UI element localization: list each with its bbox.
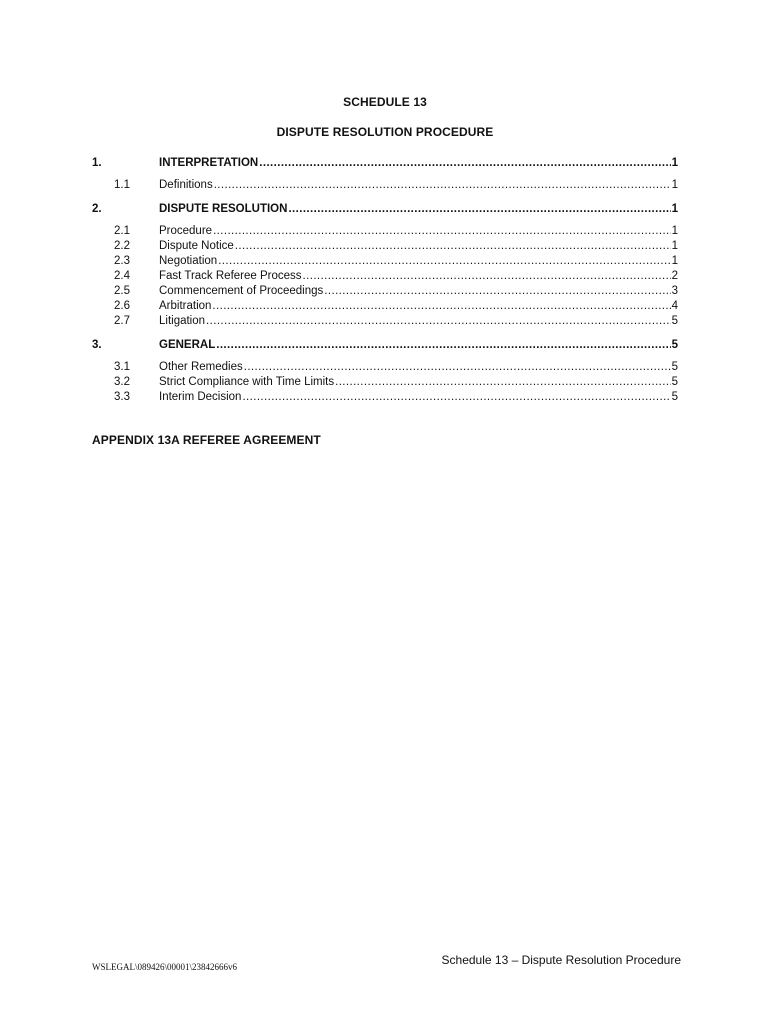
toc-subsection-number: 2.2: [114, 240, 130, 252]
toc-page-number: 5: [671, 361, 678, 373]
appendix-heading: APPENDIX 13A REFEREE AGREEMENT: [92, 433, 321, 447]
toc-page-number: 5: [671, 315, 678, 327]
toc-leader: [324, 284, 670, 299]
toc-page-number: 4: [671, 300, 678, 312]
toc-page-number: 1: [671, 157, 678, 169]
document-id: WSLEGAL\089426\00001\23842666v6: [92, 962, 237, 972]
toc-subsection-title: Commencement of Proceedings: [159, 285, 324, 297]
toc-leader: [235, 239, 671, 254]
toc-subsection-number: 2.6: [114, 300, 130, 312]
toc-subsection-title: Arbitration: [159, 300, 212, 312]
toc-section[interactable]: [92, 337, 678, 353]
schedule-title: SCHEDULE 13: [343, 95, 427, 109]
toc-subsection[interactable]: [92, 360, 678, 375]
toc-page-number: 5: [671, 376, 678, 388]
toc-subsection-number: 2.4: [114, 270, 130, 282]
toc-leader: [218, 254, 670, 269]
toc-section-number: 3.: [92, 339, 102, 351]
toc-subsection-title: Procedure: [159, 225, 213, 237]
toc-subsection-title: Definitions: [159, 179, 213, 191]
toc-subsection-number: 2.7: [114, 315, 130, 327]
toc-leader: [259, 155, 670, 171]
toc-subsection-title: Negotiation: [159, 255, 218, 267]
toc-section-title: GENERAL: [159, 339, 216, 351]
toc-leader: [216, 337, 670, 353]
toc-leader: [212, 299, 670, 314]
toc-subsection[interactable]: [92, 239, 678, 254]
toc-subsection-title: Interim Decision: [159, 391, 242, 403]
toc-page-number: 1: [671, 255, 678, 267]
table-of-contents: [92, 155, 678, 405]
toc-page-number: 2: [671, 270, 678, 282]
toc-section-title: INTERPRETATION: [159, 157, 259, 169]
toc-page-number: 1: [671, 225, 678, 237]
toc-leader: [213, 224, 671, 239]
toc-leader: [244, 360, 671, 375]
footer-title: Schedule 13 – Dispute Resolution Procedure: [441, 953, 681, 967]
toc-page-number: 1: [671, 240, 678, 252]
toc-subsection-title: Litigation: [159, 315, 206, 327]
toc-leader: [242, 390, 670, 405]
toc-section[interactable]: [92, 201, 678, 217]
toc-subsection[interactable]: [92, 299, 678, 314]
toc-page-number: 5: [671, 391, 678, 403]
toc-leader: [288, 201, 670, 217]
toc-page-number: 1: [671, 203, 678, 215]
toc-page-number: 5: [671, 339, 678, 351]
toc-leader: [303, 269, 671, 284]
toc-subsection[interactable]: [92, 375, 678, 390]
toc-subsection-title: Dispute Notice: [159, 240, 234, 252]
procedure-title: DISPUTE RESOLUTION PROCEDURE: [276, 125, 494, 139]
toc-subsection-title: Fast Track Referee Process: [159, 270, 302, 282]
toc-subsection-number: 2.3: [114, 255, 130, 267]
toc-subsection[interactable]: [92, 178, 678, 193]
toc-leader: [214, 178, 671, 193]
toc-subsection-number: 1.1: [114, 179, 130, 191]
toc-leader: [206, 314, 671, 329]
toc-subsection[interactable]: [92, 254, 678, 269]
toc-subsection-number: 2.1: [114, 225, 130, 237]
toc-subsection-number: 3.1: [114, 361, 130, 373]
toc-subsection[interactable]: [92, 390, 678, 405]
toc-leader: [335, 375, 670, 390]
toc-page-number: 1: [671, 179, 678, 191]
toc-section-title: DISPUTE RESOLUTION: [159, 203, 288, 215]
toc-subsection[interactable]: [92, 284, 678, 299]
toc-subsection-title: Other Remedies: [159, 361, 243, 373]
toc-page-number: 3: [671, 285, 678, 297]
toc-section[interactable]: [92, 155, 678, 171]
toc-subsection-number: 3.3: [114, 391, 130, 403]
toc-section-number: 1.: [92, 157, 102, 169]
toc-subsection[interactable]: [92, 269, 678, 284]
toc-section-number: 2.: [92, 203, 102, 215]
toc-subsection[interactable]: [92, 314, 678, 329]
toc-subsection-number: 3.2: [114, 376, 130, 388]
toc-subsection-title: Strict Compliance with Time Limits: [159, 376, 335, 388]
toc-subsection[interactable]: [92, 224, 678, 239]
toc-subsection-number: 2.5: [114, 285, 130, 297]
